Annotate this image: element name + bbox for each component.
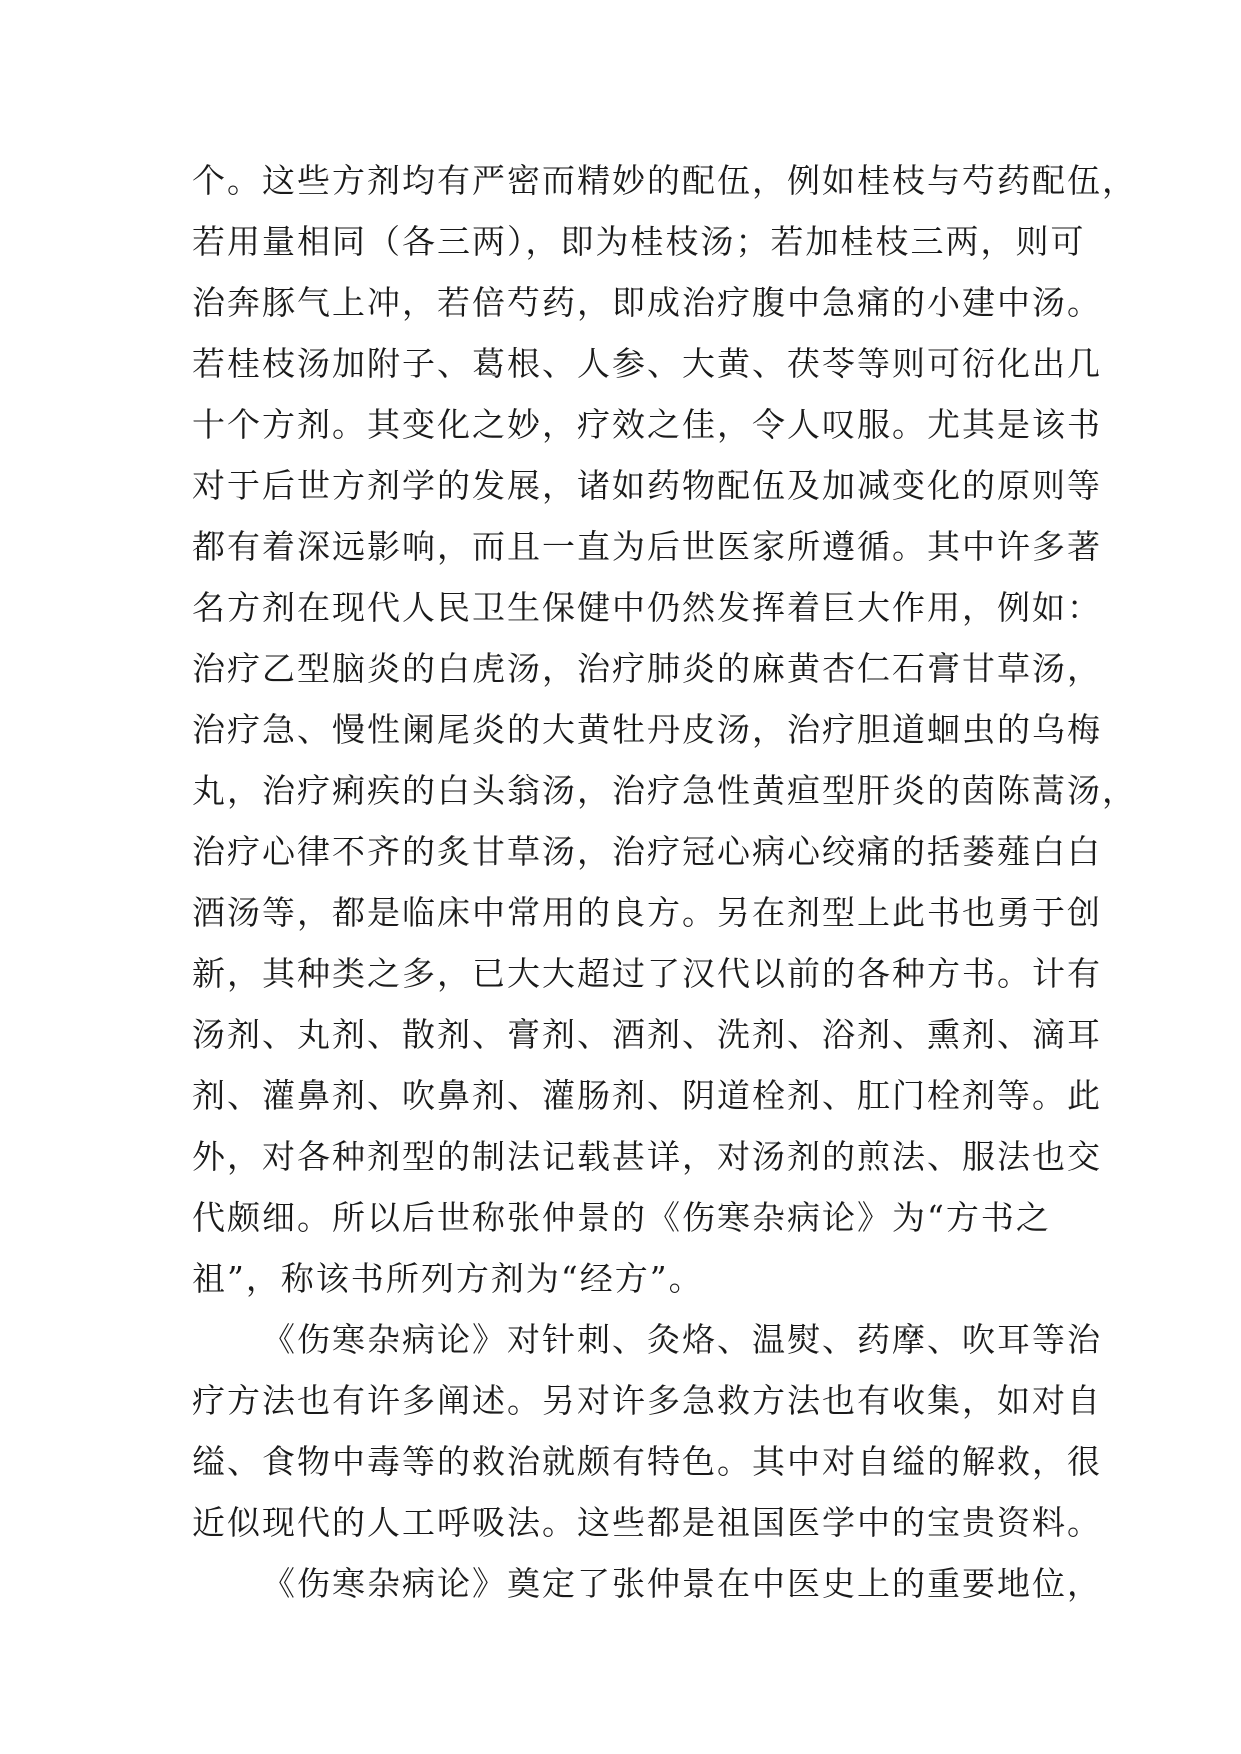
- text-line: 疗方法也有许多阐述。另对许多急救方法也有收集，如对自: [192, 1381, 1102, 1420]
- text-line: 对于后世方剂学的发展，诸如药物配伍及加减变化的原则等: [192, 466, 1102, 505]
- text-line: 若桂枝汤加附子、葛根、人参、大黄、茯苓等则可衍化出几: [192, 344, 1102, 383]
- text-line: 剂、灌鼻剂、吹鼻剂、灌肠剂、阴道栓剂、肛门栓剂等。此: [192, 1076, 1102, 1115]
- text-line: 缢、食物中毒等的救治就颇有特色。其中对自缢的解救，很: [192, 1442, 1102, 1481]
- body-text: [192, 150, 1137, 1614]
- text-line: 丸，治疗痢疾的白头翁汤，治疗急性黄疸型肝炎的茵陈蒿汤，: [192, 771, 1137, 810]
- text-line: 祖”，称该书所列方剂为“经方”。: [192, 1259, 704, 1298]
- text-line: 名方剂在现代人民卫生保健中仍然发挥着巨大作用，例如：: [192, 588, 1102, 627]
- text-line: 酒汤等，都是临床中常用的良方。另在剂型上此书也勇于创: [192, 893, 1102, 932]
- text-line: 若用量相同（各三两），即为桂枝汤；若加桂枝三两，则可: [192, 222, 1086, 261]
- text-line: 外，对各种剂型的制法记载甚详，对汤剂的煎法、服法也交: [192, 1137, 1102, 1176]
- text-line: 治疗急、慢性阑尾炎的大黄牡丹皮汤，治疗胆道蛔虫的乌梅: [192, 710, 1102, 749]
- text-line: 治疗乙型脑炎的白虎汤，治疗肺炎的麻黄杏仁石膏甘草汤，: [192, 649, 1102, 688]
- paragraph-first-line: 《伤寒杂病论》奠定了张仲景在中医史上的重要地位，: [262, 1564, 1102, 1603]
- paragraph-first-line: 《伤寒杂病论》对针刺、灸烙、温熨、药摩、吹耳等治: [262, 1320, 1102, 1359]
- text-line: 近似现代的人工呼吸法。这些都是祖国医学中的宝贵资料。: [192, 1503, 1102, 1542]
- text-line: 治疗心律不齐的炙甘草汤，治疗冠心病心绞痛的括蒌薤白白: [192, 832, 1102, 871]
- text-line: 个。这些方剂均有严密而精妙的配伍，例如桂枝与芍药配伍，: [192, 161, 1137, 200]
- text-line: 都有着深远影响，而且一直为后世医家所遵循。其中许多著: [192, 527, 1102, 566]
- text-line: 汤剂、丸剂、散剂、膏剂、酒剂、洗剂、浴剂、熏剂、滴耳: [192, 1015, 1102, 1054]
- text-line: 治奔豚气上冲，若倍芍药，即成治疗腹中急痛的小建中汤。: [192, 283, 1102, 322]
- text-line: 代颇细。所以后世称张仲景的《伤寒杂病论》为“方书之: [192, 1198, 1051, 1237]
- text-line: 新，其种类之多，已大大超过了汉代以前的各种方书。计有: [192, 954, 1102, 993]
- text-line: 十个方剂。其变化之妙，疗效之佳，令人叹服。尤其是该书: [192, 405, 1102, 444]
